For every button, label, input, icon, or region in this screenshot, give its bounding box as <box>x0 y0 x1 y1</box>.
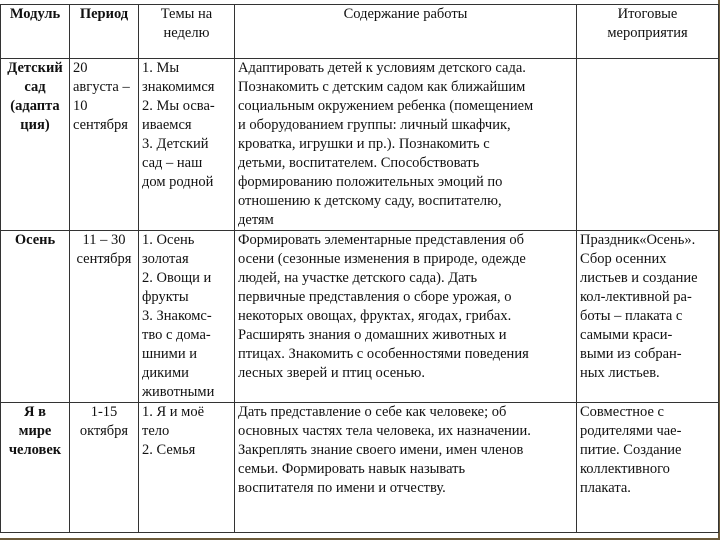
text-line: Детский <box>7 60 63 76</box>
text-line: Осень <box>14 232 56 248</box>
text-line: Сбор осенних <box>580 251 667 267</box>
header-topics-line: Темы на <box>160 6 213 22</box>
cell-topics <box>139 231 235 403</box>
text-line: людей, на участке детского сада). Дать <box>238 270 478 286</box>
cell-events <box>577 403 719 533</box>
text-line: 2. Мы осва- <box>142 98 215 114</box>
text-line: мире <box>18 423 52 439</box>
text-line: формированию положительных эмоций по <box>238 174 503 190</box>
table-row <box>1 59 719 231</box>
cell-content <box>235 231 577 403</box>
text-line: человек <box>8 442 62 458</box>
text-line: Праздник«Осень». <box>580 232 696 248</box>
plan-table <box>0 4 719 533</box>
text-line: 2. Овощи и <box>142 270 212 286</box>
cell-events <box>577 59 719 231</box>
text-line: августа – <box>73 79 130 95</box>
text-line: 3. Детский <box>142 136 209 152</box>
text-line: коллективного <box>580 461 670 477</box>
text-line: плаката. <box>580 480 631 496</box>
text-line: Совместное с <box>580 404 664 420</box>
text-line: кроватка, игрушки и пр.). Познакомить с <box>238 136 490 152</box>
text-line: фрукты <box>142 289 189 305</box>
header-events-line: мероприятия <box>607 25 688 41</box>
text-line: основных частях тела человека, их назначении. <box>238 423 531 439</box>
text-line: родителями чае- <box>580 423 682 439</box>
text-line: 10 <box>73 98 88 114</box>
text-line: 1-15 <box>90 404 118 420</box>
text-line: 20 <box>73 60 88 76</box>
cell-period <box>70 403 139 533</box>
text-line: Я в <box>24 404 46 420</box>
text-line: Познакомить с детским садом как ближайшим <box>238 79 526 95</box>
text-line: сентября <box>73 117 128 133</box>
text-line: самыми краси- <box>580 327 673 343</box>
text-line: отношению к детскому саду, воспитателю, <box>238 193 502 209</box>
text-line: Закреплять знание своего имени, имен членов <box>238 442 524 458</box>
text-line: лесных зверей и птиц осенью. <box>238 365 425 381</box>
text-line: выми из собран- <box>580 346 682 362</box>
cell-topics <box>139 403 235 533</box>
header-period: Период <box>70 5 139 59</box>
text-line: Формировать элементарные представления об <box>238 232 525 248</box>
header-row <box>1 5 719 59</box>
header-topics-line: неделю <box>163 25 210 41</box>
text-line: детям <box>238 212 274 228</box>
header-events <box>577 5 719 59</box>
text-line: листьев и создание <box>580 270 698 286</box>
text-line: тело <box>142 423 170 439</box>
text-line: 1. Я и моё <box>142 404 205 420</box>
text-line: Расширять знания о домашних животных и <box>238 327 507 343</box>
text-line: 11 – 30 <box>82 232 126 248</box>
text-line: шними и <box>142 346 198 362</box>
cell-module <box>1 403 70 533</box>
text-line: семьи. Формировать навык называть <box>238 461 466 477</box>
table-row <box>1 231 719 403</box>
header-topics <box>139 5 235 59</box>
text-line: тво с дома- <box>142 327 211 343</box>
text-line: Адаптировать детей к условиям детского сада. <box>238 60 526 76</box>
text-line: дом родной <box>142 174 214 190</box>
cell-events <box>577 231 719 403</box>
text-line: первичные представления о сборе урожая, о <box>238 289 512 305</box>
header-events-line: Итоговые <box>617 6 678 22</box>
text-line: боты – плаката с <box>580 308 683 324</box>
table-row <box>1 403 719 533</box>
text-line: воспитателя по имени и отчеству. <box>238 480 446 496</box>
text-line: 1. Осень <box>142 232 195 248</box>
text-line: сентября <box>76 251 132 267</box>
text-line: кол-лективной ра- <box>580 289 692 305</box>
header-module: Модуль <box>1 5 70 59</box>
cell-period <box>70 59 139 231</box>
text-line: и оборудованием группы: личный шкафчик, <box>238 117 511 133</box>
text-line: сад – наш <box>142 155 203 171</box>
text-line: Дать представление о себе как человеке; об <box>238 404 507 420</box>
text-line: осени (сезонные изменения в природе, одежде <box>238 251 526 267</box>
text-line: сад <box>24 79 46 95</box>
text-line: золотая <box>142 251 189 267</box>
cell-content <box>235 59 577 231</box>
cell-content <box>235 403 577 533</box>
cell-period <box>70 231 139 403</box>
cell-topics <box>139 59 235 231</box>
cell-module <box>1 231 70 403</box>
text-line: 3. Знакомс- <box>142 308 212 324</box>
text-line: ных листьев. <box>580 365 660 381</box>
text-line: социальным окружением ребенка (помещением <box>238 98 534 114</box>
text-line: птицах. Знакомить с особенностями поведения <box>238 346 529 362</box>
text-line: (адапта <box>10 98 60 114</box>
text-line: некоторых овощах, фруктах, ягодах, грибах. <box>238 308 512 324</box>
text-line: детьми, воспитателем. Способствовать <box>238 155 480 171</box>
text-line: иваемся <box>142 117 192 133</box>
header-content: Содержание работы <box>235 5 577 59</box>
text-line: питие. Создание <box>580 442 682 458</box>
text-line: октября <box>79 423 129 439</box>
text-line: 1. Мы <box>142 60 180 76</box>
cell-module <box>1 59 70 231</box>
text-line: животными <box>142 384 215 400</box>
text-line: ция) <box>20 117 50 133</box>
text-line: дикими <box>142 365 189 381</box>
text-line: 2. Семья <box>142 442 196 458</box>
text-line: знакомимся <box>142 79 215 95</box>
